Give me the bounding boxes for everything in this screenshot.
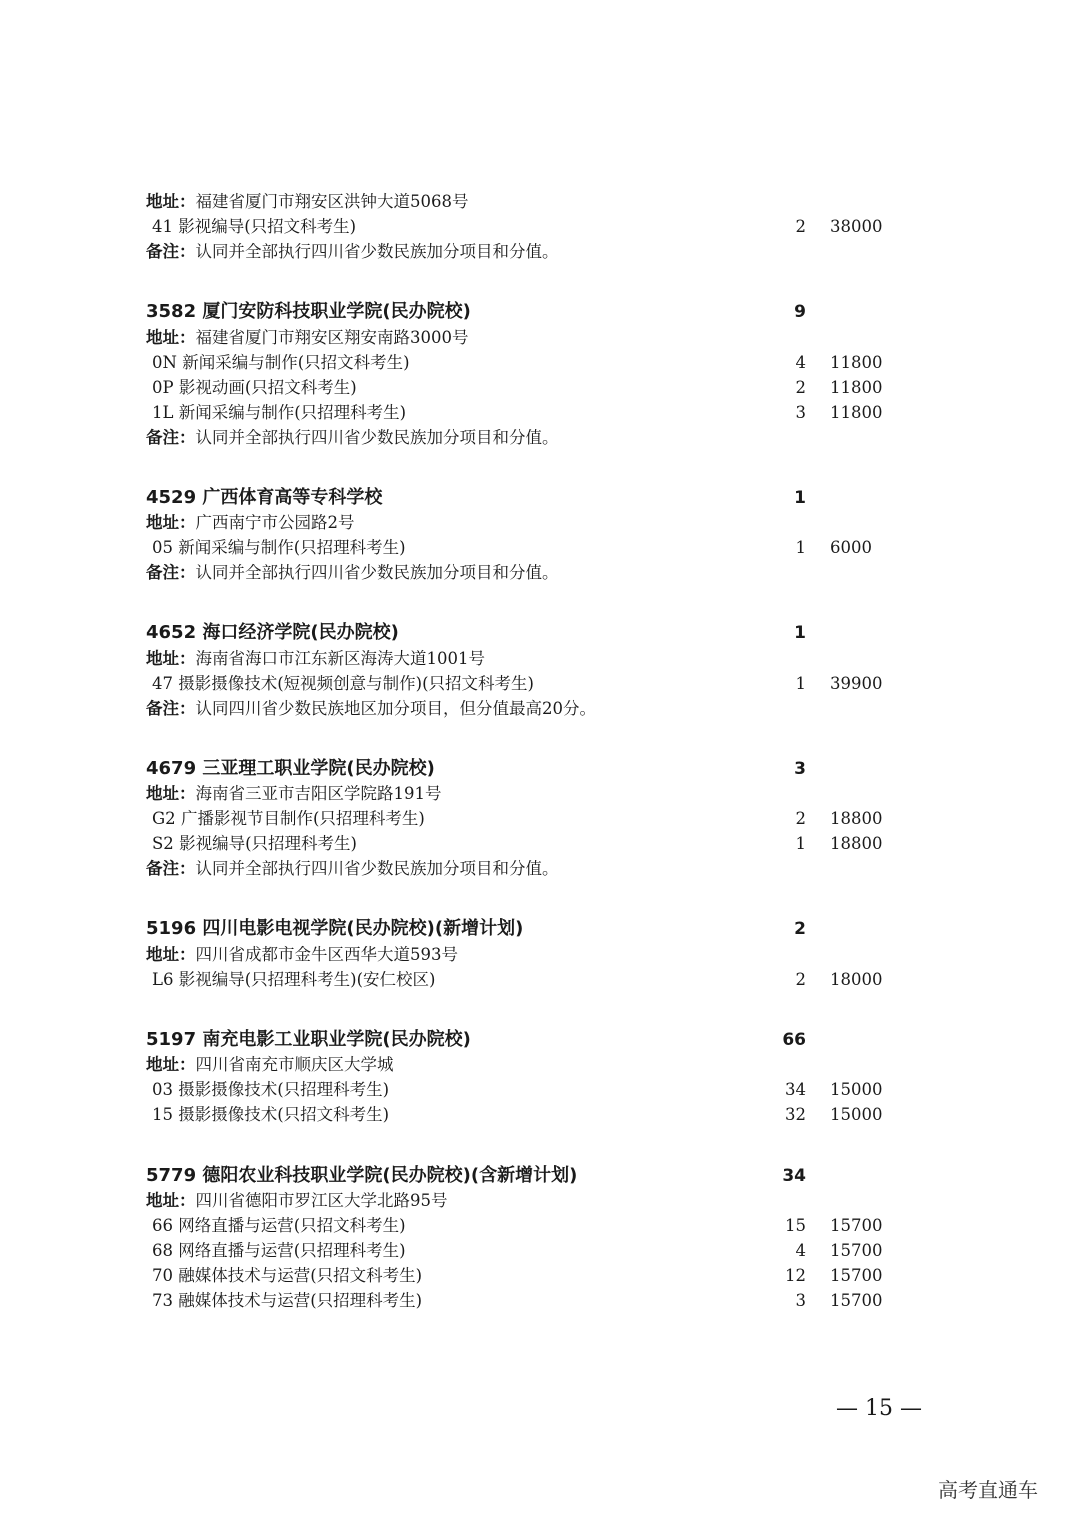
major-name: 新闻采编与制作(只招理科考生) bbox=[178, 538, 406, 557]
school-name: 三亚理工职业学院(民办院校) bbox=[202, 758, 435, 779]
school-title bbox=[146, 621, 399, 645]
address-text: 海南省海口市江东新区海涛大道1001号 bbox=[195, 649, 485, 668]
major-fee: 15000 bbox=[830, 1105, 883, 1124]
major-row bbox=[152, 672, 534, 696]
major-row bbox=[152, 968, 435, 992]
watermark: 高考直通车 bbox=[938, 1478, 1038, 1502]
major-name: 影视动画(只招文科考生) bbox=[178, 378, 357, 397]
school-title bbox=[146, 1164, 577, 1188]
major-plan: 3 bbox=[795, 1291, 806, 1310]
major-code: 41 bbox=[152, 217, 173, 236]
note-text: 认同并全部执行四川省少数民族加分项目和分值。 bbox=[195, 563, 559, 582]
school-title bbox=[146, 300, 471, 324]
address-label: 地址： bbox=[146, 649, 196, 668]
major-fee: 15700 bbox=[830, 1216, 883, 1235]
address-text: 四川省成都市金牛区西华大道593号 bbox=[195, 945, 458, 964]
address-text: 四川省南充市顺庆区大学城 bbox=[195, 1055, 394, 1074]
school-plan-total: 3 bbox=[794, 759, 806, 779]
major-row bbox=[152, 376, 357, 400]
address-label: 地址： bbox=[146, 328, 196, 347]
address-label: 地址： bbox=[146, 192, 196, 211]
address-label: 地址： bbox=[146, 784, 196, 803]
major-plan: 12 bbox=[785, 1266, 806, 1285]
school-plan-total: 34 bbox=[782, 1166, 806, 1186]
major-code: 03 bbox=[152, 1080, 173, 1099]
address-line bbox=[146, 1053, 394, 1077]
school-name: 德阳农业科技职业学院(民办院校)(含新增计划) bbox=[202, 1165, 578, 1186]
school-title bbox=[146, 1028, 471, 1052]
major-row bbox=[152, 1264, 422, 1288]
major-plan: 1 bbox=[795, 674, 806, 693]
major-row bbox=[152, 351, 410, 375]
address-text: 海南省三亚市吉阳区学院路191号 bbox=[195, 784, 442, 803]
major-fee: 11800 bbox=[830, 378, 883, 397]
note-label: 备注： bbox=[146, 428, 196, 447]
major-code: 1L bbox=[152, 403, 174, 422]
address-text: 四川省德阳市罗江区大学北路95号 bbox=[195, 1191, 448, 1210]
school-plan-total: 9 bbox=[794, 302, 806, 322]
major-name: 新闻采编与制作(只招文科考生) bbox=[182, 353, 410, 372]
school-plan-total: 2 bbox=[794, 919, 806, 939]
note-text: 认同并全部执行四川省少数民族加分项目和分值。 bbox=[195, 242, 559, 261]
note-text: 认同四川省少数民族地区加分项目，但分值最高20分。 bbox=[195, 699, 596, 718]
major-row bbox=[152, 1289, 422, 1313]
major-plan: 2 bbox=[795, 809, 806, 828]
address-line bbox=[146, 1189, 448, 1213]
major-fee: 11800 bbox=[830, 403, 883, 422]
address-label: 地址： bbox=[146, 945, 196, 964]
major-row bbox=[152, 215, 356, 239]
note-label: 备注： bbox=[146, 563, 196, 582]
major-row bbox=[152, 807, 425, 831]
major-code: G2 bbox=[152, 809, 176, 828]
major-name: 摄影摄像技术(只招文科考生) bbox=[178, 1105, 390, 1124]
school-code: 4679 bbox=[146, 758, 197, 779]
school-name: 四川电影电视学院(民办院校)(新增计划) bbox=[202, 918, 524, 939]
school-title bbox=[146, 486, 382, 510]
school-title bbox=[146, 757, 435, 781]
major-name: 新闻采编与制作(只招理科考生) bbox=[178, 403, 407, 422]
school-name: 广西体育高等专科学校 bbox=[202, 487, 383, 508]
major-code: S2 bbox=[152, 834, 174, 853]
major-name: 影视编导(只招理科考生)(安仁校区) bbox=[178, 970, 436, 989]
major-fee: 15700 bbox=[830, 1241, 883, 1260]
major-name: 影视编导(只招理科考生) bbox=[179, 834, 357, 853]
note-line bbox=[146, 697, 596, 721]
major-row bbox=[152, 1078, 389, 1102]
note-label: 备注： bbox=[146, 699, 196, 718]
major-plan: 4 bbox=[795, 1241, 806, 1260]
major-plan: 32 bbox=[785, 1105, 806, 1124]
address-label: 地址： bbox=[146, 513, 196, 532]
school-code: 5196 bbox=[146, 918, 197, 939]
major-code: L6 bbox=[152, 970, 174, 989]
major-plan: 3 bbox=[795, 403, 806, 422]
address-text: 福建省厦门市翔安区翔安南路3000号 bbox=[195, 328, 469, 347]
school-code: 5779 bbox=[146, 1165, 197, 1186]
major-code: 15 bbox=[152, 1105, 173, 1124]
address-line bbox=[146, 647, 485, 671]
page-number: — 15 — bbox=[836, 1396, 922, 1421]
address-line bbox=[146, 943, 458, 967]
school-title bbox=[146, 917, 523, 941]
major-name: 摄影摄像技术(只招理科考生) bbox=[178, 1080, 390, 1099]
address-line bbox=[146, 190, 469, 214]
note-text: 认同并全部执行四川省少数民族加分项目和分值。 bbox=[195, 428, 559, 447]
address-line bbox=[146, 782, 442, 806]
major-name: 融媒体技术与运营(只招文科考生) bbox=[178, 1266, 423, 1285]
address-label: 地址： bbox=[146, 1191, 196, 1210]
address-text: 广西南宁市公园路2号 bbox=[195, 513, 355, 532]
major-fee: 15700 bbox=[830, 1266, 883, 1285]
major-plan: 1 bbox=[795, 834, 806, 853]
major-fee: 15700 bbox=[830, 1291, 883, 1310]
address-text: 福建省厦门市翔安区洪钟大道5068号 bbox=[195, 192, 469, 211]
address-label: 地址： bbox=[146, 1055, 196, 1074]
address-line bbox=[146, 511, 355, 535]
school-name: 南充电影工业职业学院(民办院校) bbox=[202, 1029, 471, 1050]
major-fee: 15000 bbox=[830, 1080, 883, 1099]
major-name: 影视编导(只招文科考生) bbox=[178, 217, 357, 236]
major-fee: 11800 bbox=[830, 353, 883, 372]
major-fee: 18000 bbox=[830, 970, 883, 989]
note-line bbox=[146, 426, 559, 450]
major-row bbox=[152, 832, 357, 856]
major-name: 融媒体技术与运营(只招理科考生) bbox=[178, 1291, 423, 1310]
major-plan: 2 bbox=[795, 378, 806, 397]
major-plan: 34 bbox=[785, 1080, 806, 1099]
school-name: 海口经济学院(民办院校) bbox=[202, 622, 399, 643]
major-row bbox=[152, 401, 406, 425]
major-code: 68 bbox=[152, 1241, 173, 1260]
major-plan: 4 bbox=[795, 353, 806, 372]
school-code: 5197 bbox=[146, 1029, 197, 1050]
major-fee: 39900 bbox=[830, 674, 883, 693]
major-code: 66 bbox=[152, 1216, 173, 1235]
major-row bbox=[152, 536, 406, 560]
major-code: 05 bbox=[152, 538, 173, 557]
address-line bbox=[146, 326, 469, 350]
major-plan: 15 bbox=[785, 1216, 806, 1235]
major-fee: 18800 bbox=[830, 809, 883, 828]
major-code: 47 bbox=[152, 674, 173, 693]
major-plan: 2 bbox=[795, 970, 806, 989]
note-text: 认同并全部执行四川省少数民族加分项目和分值。 bbox=[195, 859, 559, 878]
major-code: 73 bbox=[152, 1291, 173, 1310]
note-label: 备注： bbox=[146, 242, 196, 261]
school-plan-total: 66 bbox=[782, 1030, 806, 1050]
major-plan: 2 bbox=[795, 217, 806, 236]
school-code: 4652 bbox=[146, 622, 197, 643]
school-code: 3582 bbox=[146, 301, 197, 322]
major-name: 广播影视节目制作(只招理科考生) bbox=[180, 809, 425, 828]
major-row bbox=[152, 1214, 406, 1238]
major-plan: 1 bbox=[795, 538, 806, 557]
note-label: 备注： bbox=[146, 859, 196, 878]
school-plan-total: 1 bbox=[794, 488, 806, 508]
major-name: 网络直播与运营(只招理科考生) bbox=[178, 1241, 406, 1260]
major-fee: 38000 bbox=[830, 217, 883, 236]
note-line bbox=[146, 240, 559, 264]
major-code: 70 bbox=[152, 1266, 173, 1285]
school-name: 厦门安防科技职业学院(民办院校) bbox=[202, 301, 471, 322]
note-line bbox=[146, 561, 559, 585]
note-line bbox=[146, 857, 559, 881]
major-name: 摄影摄像技术(短视频创意与制作)(只招文科考生) bbox=[178, 674, 534, 693]
major-fee: 6000 bbox=[830, 538, 872, 557]
major-row bbox=[152, 1103, 389, 1127]
major-code: 0P bbox=[152, 378, 174, 397]
major-code: 0N bbox=[152, 353, 177, 372]
major-fee: 18800 bbox=[830, 834, 883, 853]
major-row bbox=[152, 1239, 406, 1263]
school-plan-total: 1 bbox=[794, 623, 806, 643]
major-name: 网络直播与运营(只招文科考生) bbox=[178, 1216, 406, 1235]
school-code: 4529 bbox=[146, 487, 197, 508]
